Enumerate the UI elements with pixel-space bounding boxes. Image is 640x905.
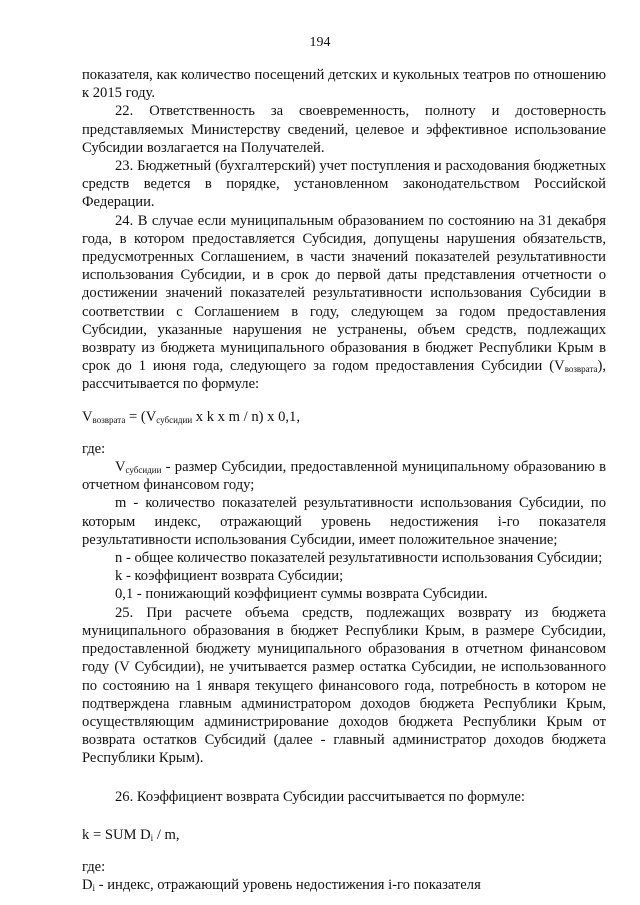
formula2-text1: k = SUM D	[82, 826, 151, 843]
paragraph-26: 26. Коэффициент возврата Субсидии рассчитывается по формуле:	[115, 788, 525, 805]
formula1-lhs-sub: возврата	[92, 414, 126, 425]
where-label-1: где:	[82, 440, 106, 457]
formula-return-volume	[82, 408, 606, 426]
formula2-text2: / m,	[153, 826, 180, 843]
paragraph-continuation: показателя, как количество посещений детских и кукольных театров по отношению к 2015 году.	[82, 67, 606, 102]
paragraph-25: 25. При расчете объема средств, подлежащих возврату из бюджета муниципального образования в бюджет Республики Крым, в размере Субсидии, предоставленной бюджету муниципального образования в отчетном финансовом году (V Субсидии), не учитывается размер остатка Субсидии, не использованного по состоянию на 1 января текущего финансового года, потребность в котором не подтверждена главным администратором доходов бюджета Республики Крым, осуществляющим администрирование доходов бюджета Республики Крым от возврата остатков Субсидий (далее - главный администратор доходов бюджета Республики Крым).	[82, 604, 606, 767]
formula-coefficient	[82, 826, 606, 844]
paragraph-24-text: 24. В случае если муниципальным образованием по состоянию на 31 декабря года, в котором предоставляется Субсидия, допущены нарушения обязательств, предусмотренных Соглашением, в части значений показателей результативности использования Субсидии, и в срок до первой даты представления отчетности о достижении значений показателей результативности использования Субсидии в соответствии с Соглашением в году, следующем за годом предоставления Субсидии, указанные нарушения не устранены, объем средств, подлежащих возврату из бюджета муниципального образования в бюджет Республики Крым в срок до 1 июня года, следующего за годом предоставления Субсидии (V	[82, 212, 606, 375]
formula1-mid-sub: субсидии	[156, 414, 193, 425]
formula2-sub: i	[150, 832, 154, 843]
definition-v-text: - размер Субсидии, предоставленной муниципальному образованию в отчетном финансовом году;	[82, 459, 606, 494]
paragraph-23: 23. Бюджетный (бухгалтерский) учет поступления и расходования бюджетных средств ведется в порядке, установленном законодательством Российской Федерации.	[82, 158, 606, 211]
definition-n: n - общее количество показателей результативности использования Субсидии;	[115, 550, 603, 567]
paragraph-24-end: ), рассчитывается по формуле:	[82, 358, 606, 393]
formula1-rest: x k x m / n) x 0,1,	[192, 408, 300, 425]
definition-d-symbol: D	[82, 877, 93, 894]
definition-d-sub: i	[92, 883, 96, 894]
definition-m: m - количество показателей результативности использования Субсидии, по которым индекс, отражающий уровень недостижения i-го показателя результативности использования Субсидии, имеет положительное значение;	[82, 495, 606, 548]
definition-v-symbol: V	[115, 459, 126, 476]
page-number: 194	[309, 35, 331, 50]
definition-v	[82, 458, 606, 494]
paragraph-24	[82, 212, 606, 394]
where-label-2: где:	[82, 858, 106, 875]
definition-coefficient: 0,1 - понижающий коэффициент суммы возврата Субсидии.	[115, 586, 488, 603]
document-body	[82, 66, 606, 894]
definition-d-text: - индекс, отражающий уровень недостижения i-го показателя	[95, 877, 481, 894]
definition-k: k - коэффициент возврата Субсидии;	[115, 568, 344, 585]
definition-d	[82, 876, 606, 894]
formula1-mid: = (V	[125, 408, 157, 425]
formula1-lhs: V	[82, 408, 93, 425]
definition-v-sub: субсидии	[125, 465, 162, 476]
paragraph-24-subscript: возврата	[564, 364, 598, 375]
paragraph-22: 22. Ответственность за своевременность, полноту и достоверность представляемых Министерству сведений, целевое и эффективное использование Субсидии возлагается на Получателей.	[82, 103, 606, 156]
